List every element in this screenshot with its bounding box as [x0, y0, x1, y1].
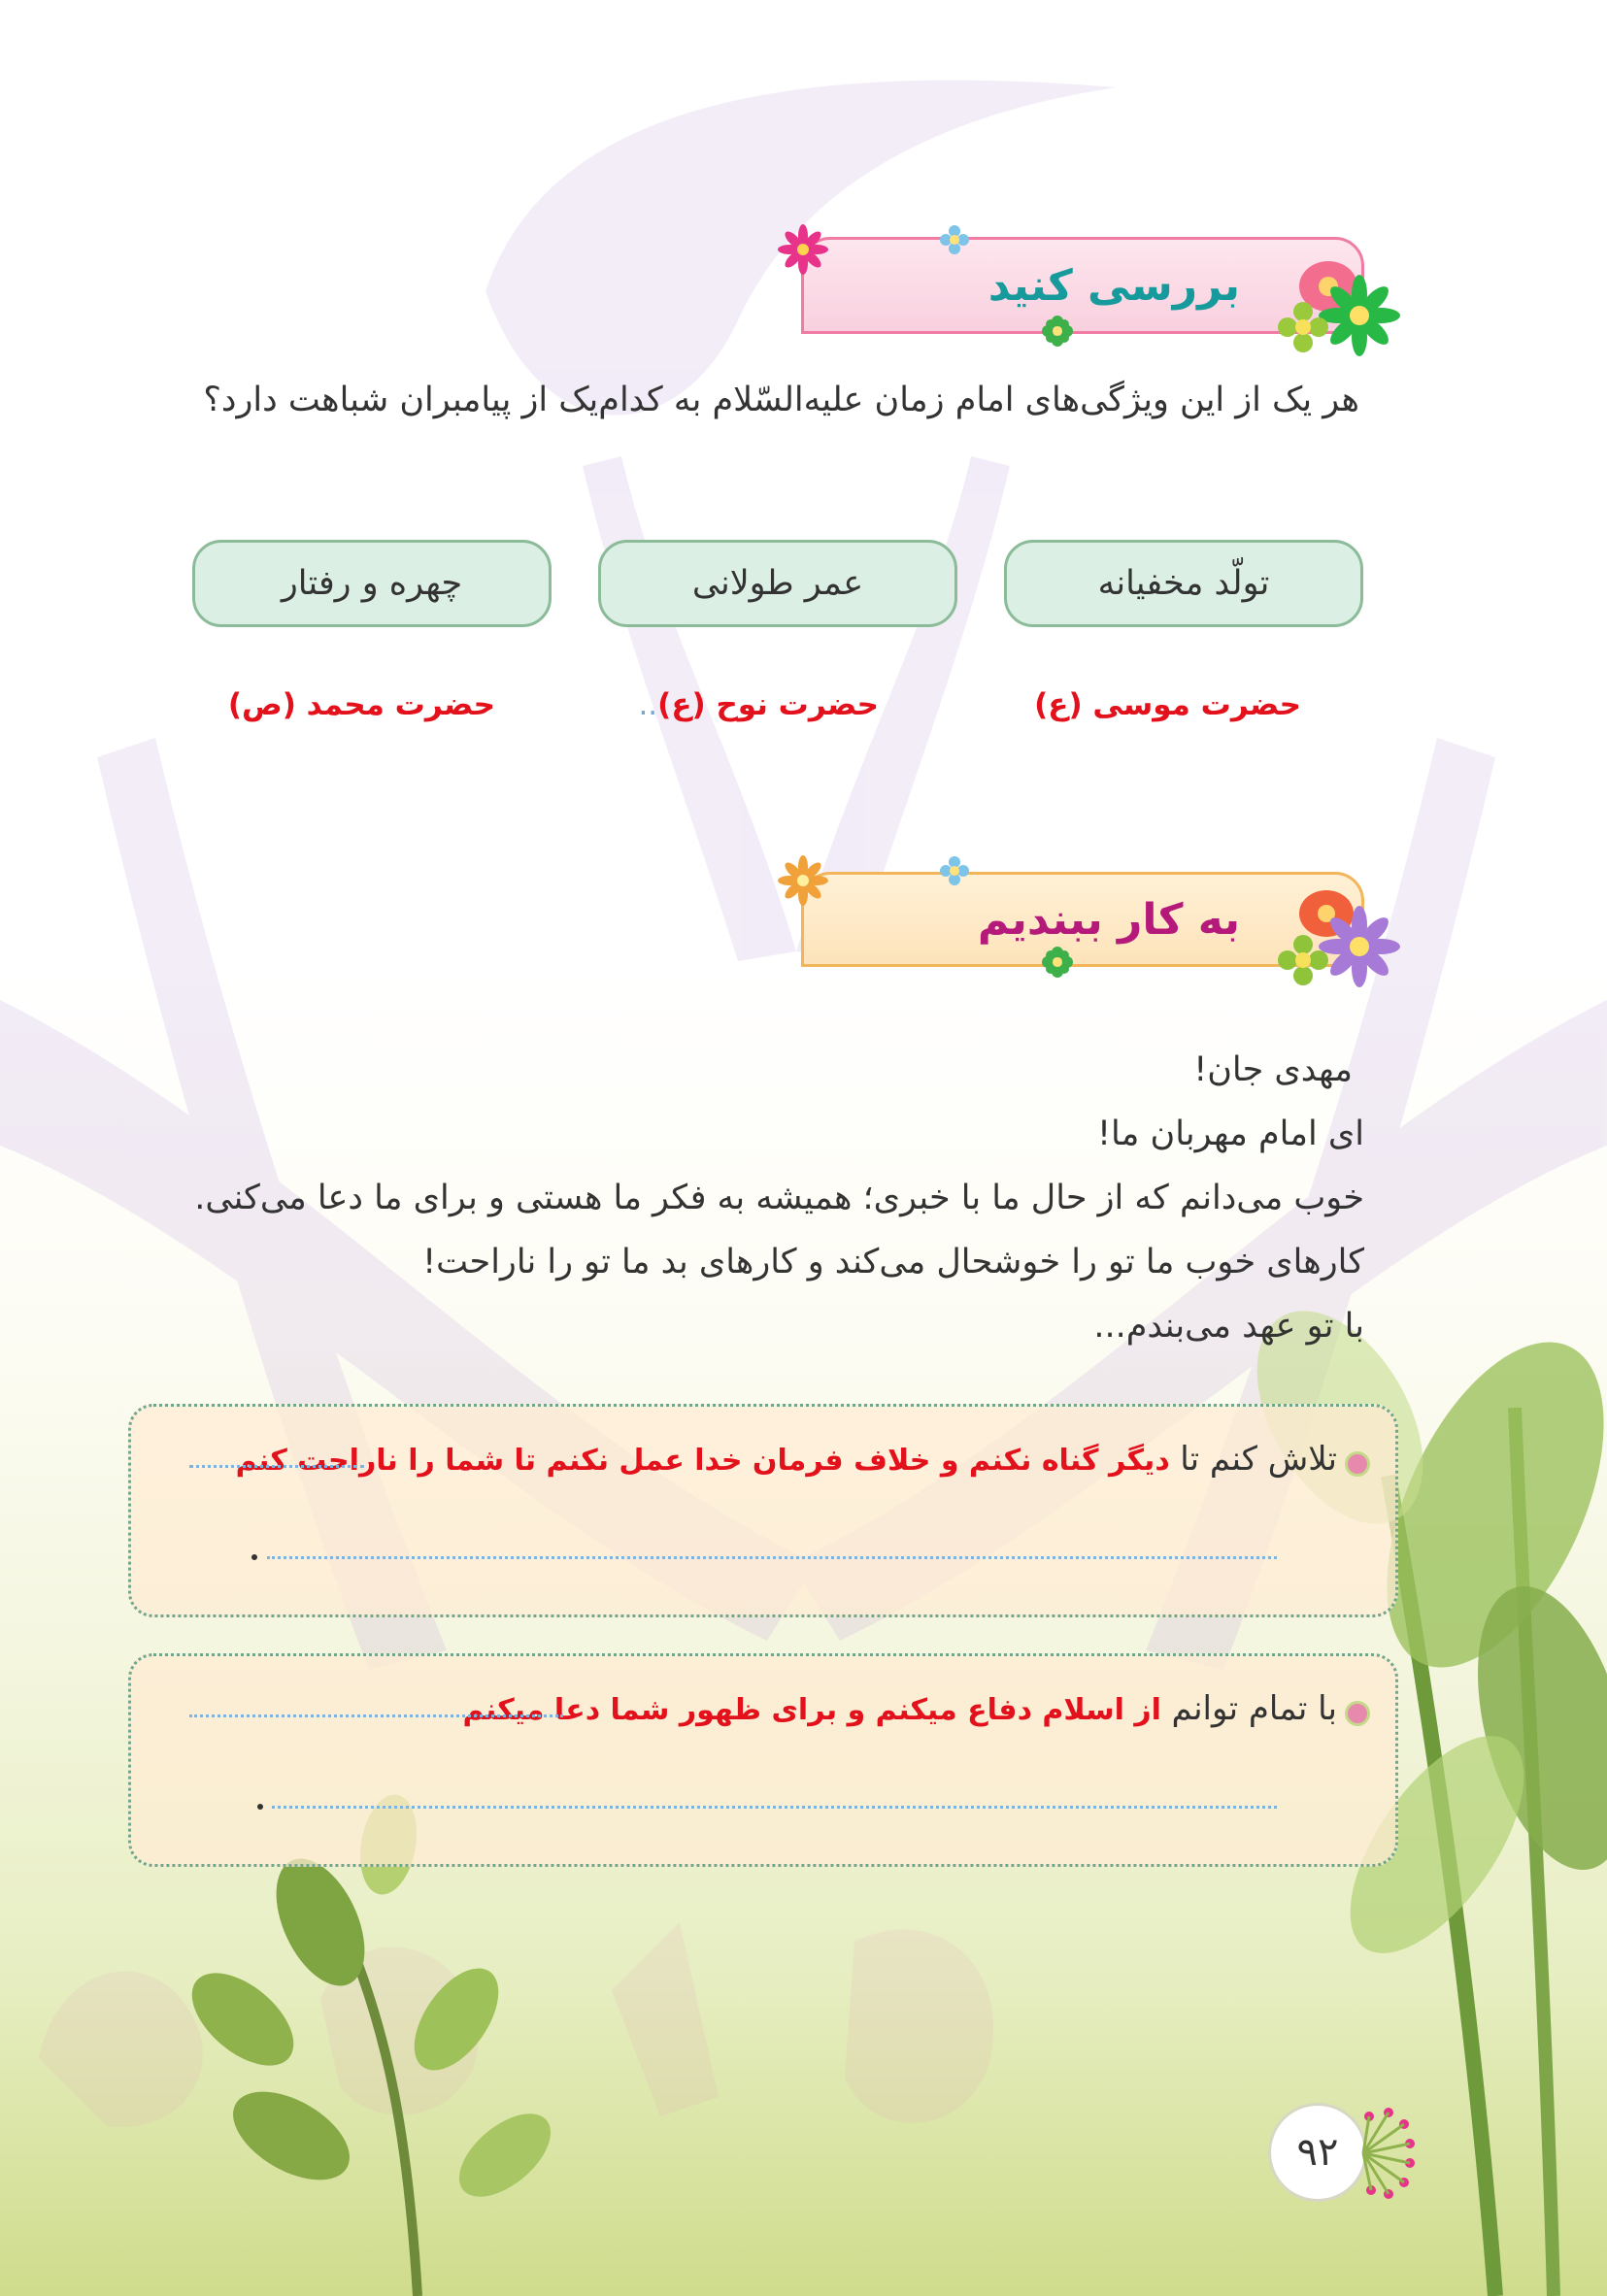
poem-line-1: مهدی جان! — [1193, 1050, 1353, 1089]
small-flower-green-icon — [1039, 313, 1076, 349]
small-flower-orange-icon — [777, 854, 829, 907]
period-dot — [251, 1554, 257, 1560]
flower-cluster-purple-icon — [1262, 879, 1408, 995]
pledge-lead: با تمام توانم — [1171, 1689, 1337, 1728]
period-dot — [257, 1804, 263, 1810]
answer-dotted-line — [189, 1714, 563, 1717]
poem-line-4: کارهای خوب ما تو را خوشحال می‌کند و کارهای بد ما تو را ناراحت! — [422, 1243, 1364, 1281]
small-flower-pink-icon — [777, 223, 829, 276]
answer-dotted-line — [272, 1806, 1277, 1809]
section-title: بررسی کنید — [988, 260, 1240, 311]
watermark-text — [39, 1922, 993, 2127]
answer-muhammad: حضرت محمد (ص) — [227, 687, 495, 722]
feature-face-and-behavior: چهره و رفتار — [192, 540, 552, 627]
poem-line-3: خوب می‌دانم که از حال ما با خبری؛ همیشه به فکر ما هستی و برای ما دعا می‌کنی. — [194, 1179, 1364, 1217]
small-flower-blue-icon — [938, 223, 971, 256]
page-number: ۹۲ — [1268, 2103, 1367, 2202]
flower-cluster-icon — [1262, 248, 1408, 364]
answer-noah: حضرت نوح (ع).. — [638, 687, 879, 722]
bullet-icon — [1345, 1701, 1370, 1726]
poem-line-2: ای امام مهربان ما! — [1096, 1115, 1364, 1153]
answer-dotted-line — [189, 1465, 364, 1468]
pledge-line — [236, 1440, 1337, 1479]
small-flower-green-icon — [1039, 944, 1076, 981]
pledge-line — [462, 1689, 1337, 1728]
poem-line-5: با تو عهد می‌بندم... — [1093, 1307, 1364, 1346]
pledge-answer: از اسلام دفاع میکنم و برای ظهور شما دعا میکنم — [462, 1693, 1161, 1727]
pledge-box-1 — [128, 1404, 1398, 1617]
pledge-lead: تلاش کنم تا — [1180, 1440, 1337, 1479]
pledge-answer: دیگر گناه نکنم و خلاف فرمان خدا عمل نکنم تا شما را ناراحت کنم — [235, 1444, 1170, 1478]
section-title: به کار ببندیم — [977, 894, 1240, 945]
answer-moses: حضرت موسی (ع) — [1034, 687, 1301, 722]
page-number-flower-icon — [1359, 2107, 1418, 2200]
small-flower-blue-icon — [938, 854, 971, 887]
review-question: هر یک از این ویژگی‌های امام زمان علیه‌السّلام به کدام‌یک از پیامبران شباهت دارد؟ — [203, 381, 1359, 419]
pledge-box-2 — [128, 1653, 1398, 1867]
feature-hidden-birth: تولّد مخفیانه — [1004, 540, 1363, 627]
feature-long-life: عمر طولانی — [598, 540, 957, 627]
bullet-icon — [1345, 1451, 1370, 1477]
answer-dotted-line — [267, 1556, 1277, 1559]
